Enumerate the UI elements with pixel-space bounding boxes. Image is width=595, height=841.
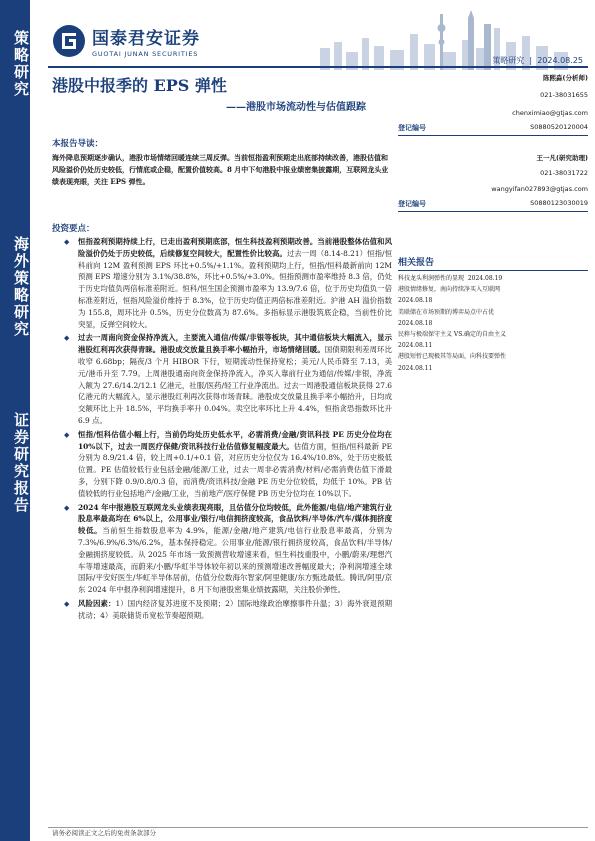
report-title: 港股中报季的 EPS 弹性	[52, 76, 227, 95]
brand-name-en: GUOTAI JUNAN SECURITIES	[92, 50, 199, 58]
points-title: 投资要点：	[52, 224, 95, 234]
key-points	[52, 236, 392, 622]
analyst-1-email[interactable]: chenximiao@gtjas.com	[512, 109, 588, 117]
key-point-body: 过去一周（8.14-8.21）恒指/恒科前向 12M 盈利预测 EPS 环比+0.5%/+1.1%。盈利预期均上行，恒指/恒科最新前向 12M 预测 EPS 增速分别为 3.1%/38.8%，环比+0.5%/+3.0%。恒指预测市盈率维持 8.3 倍，仍处于历史均值负两倍标准差附近。恒科/恒生国企预测市盈率为 13.9/7.6 倍，位于历史均值负一倍标准差附近，恒指风险溢价维持于 8.3%，位于历史均值正两倍标准差附近。沪港 AH 溢价指数为 155.8，周环比升 0.5%，历史分位数高为 87.6%。多指标显示港股筑底企稳，当前性价比突显，反弹空间较大。	[78, 248, 392, 329]
related-reports-list	[398, 273, 588, 374]
key-point	[52, 332, 392, 426]
footer-disclaimer: 请务必阅读正文之后的免责条款部分	[52, 829, 156, 837]
side-label-overseas: 海外策略研究	[12, 236, 30, 338]
key-point-body: 1）国内经济复苏进度不及预期；2）国际地缘政治摩擦事件升温；3）海外衰退预期扰动；4）美联储货币宽松节奏超预期。	[78, 598, 392, 620]
analyst-divider	[398, 135, 588, 136]
related-report-item[interactable]: 港股短暂已现极其等局面，向科技要弹性 2024.08.11	[398, 353, 507, 372]
key-point	[52, 598, 392, 622]
header-separator: |	[526, 56, 535, 65]
bullet-icon: ◆	[64, 238, 70, 246]
header-date: 2024.08.25	[537, 56, 583, 65]
guide-title: 本报告导读：	[52, 139, 104, 149]
analyst-divider-2	[398, 211, 588, 212]
key-point	[52, 502, 392, 596]
header-divider	[48, 66, 588, 68]
analyst-1-name: 陈熙淼(分析师)	[543, 74, 588, 82]
report-subtitle: ——港股市场流动性与估值跟踪	[226, 102, 366, 113]
key-point-body: 估值方面，恒指/恒科最新 PE 分别为 8.9/21.4 倍，较上周+0.1/+0.1 倍，对应历史分位仅为 16.4%/10.8%，处于历史极低位置。PE 估值较低行业包括金融/能源/工业，过去一周非必需消费/材料/必需消费估值下滑最多，分别下降 0.9/0.8/0.3 倍，而消费/资讯科技/金融 PE 历史分位较低，均低于 10%。PB 估值较低的行业包括地产/金融/工业，当前地产/医疗保健 PB 历史分位均在 10%以下。	[78, 441, 392, 498]
header-category: 策略研究	[492, 56, 525, 65]
key-point-lead: 风险因素：	[78, 598, 116, 608]
analyst-1-reg: S0880520120004	[530, 123, 588, 131]
bullet-icon: ◆	[64, 430, 70, 439]
brand-logo	[52, 24, 200, 58]
key-point-lead: 恒指盈利预期持续上行，已走出盈利预期底部，恒生科技盈利预期改善。当前港股整体估值和风险溢价仍处于历史较低，后续修复空间较大，配置性价比较高。	[78, 237, 392, 258]
analyst-panel	[398, 73, 588, 253]
brand-name-cn: 国泰君安证券	[92, 29, 200, 49]
key-point-body: 国债期限利差周环比收窄 6.68bp；隔夜/3 个月 HIBOR 下行，短期流动性保持宽松；美元/人民币降至 7.13，美元/港币升至 7.79。上周港股通南向资金保持净流入，净买入靠前行业为通信/传媒/非银，净流入额为 27.6/14.2/12.1 亿港元，社服/医药/轻工行业净流出。过去一周港股通信板块获得 27.6 亿港元的大幅流入，显示港股红利再次获得市场青睐。港股成交放量且换手率小幅抬升，日均成交额环比上升 18.5%，平均换手率升 0.04%。卖空比率环比上升 4.4%，恒指贪恐指数环比升 6.9 点。	[78, 345, 392, 425]
related-reports-divider	[398, 270, 588, 271]
guide-text: 海外降息预期逐步确认，港股市场情绪回暖连续三周反弹。当前恒指盈利预期走出底部持续改善，港股估值和风险溢价仍处历史较低，行情底或企稳，配置价值较高。8 月中下旬港股中报业绩密集披露期，互联网龙头业绩表现亮眼，关注 EPS 弹性。	[52, 153, 389, 186]
related-report-item[interactable]: 港股情绪修复，南向持续净买入互联网 2024.08.18	[398, 286, 501, 305]
header-meta	[492, 55, 583, 66]
bullet-icon: ◆	[64, 599, 70, 608]
analyst-2-email[interactable]: wangyifan027893@gtjas.com	[491, 185, 588, 193]
bullet-icon: ◆	[64, 503, 70, 512]
key-point-lead: 过去一周南向资金保持净流入，主要流入通信/传媒/非银等板块，其中通信板块大幅流入，显示港股红利再次获得青睐。港股成交放量且换手率小幅抬升，市场情绪回暖。	[78, 333, 392, 355]
related-report-item[interactable]: 科技龙头利润弹性的显现 2024.08.19	[398, 275, 503, 282]
analyst-2-name: 王一凡(研究助理)	[536, 154, 588, 162]
related-report-item[interactable]: 民粹与极端保守主义 VS.确定的自由主义 2024.08.11	[398, 331, 507, 350]
analyst-2-phone: 021-38031722	[540, 169, 588, 177]
key-point-lead: 2024 年中报港股互联网龙头业绩表现亮眼，且估值分位均较低，此外能源/电信/地产建筑行业股息率最高均在 6%以上，公用事业/银行/电信拥挤度较高，食品饮料/半导体/汽车/媒体拥挤度较低。	[78, 502, 392, 536]
analyst-2-reg-label: 登记编号	[398, 200, 426, 208]
related-reports-title: 相关报告	[398, 258, 435, 268]
related-report-item[interactable]: 美联储在市场预期的博弈局点中占优 2024.08.18	[398, 308, 495, 327]
side-label-report: 证券研究报告	[12, 412, 30, 514]
key-point-lead: 恒指/恒科估值小幅上行，当前仍均处历史低水平，必需消费/金融/资讯科技 PE 历史分位均在 10%以下，过去一周医疗保健/资讯科技行业估值修复幅度最大。	[78, 429, 392, 451]
analyst-1-reg-label: 登记编号	[398, 124, 426, 132]
analyst-1-phone: 021-38031655	[540, 91, 588, 99]
brand-mark-icon	[52, 24, 86, 58]
side-label-strategy: 策略研究	[12, 30, 30, 98]
analyst-2-reg: S0880123030019	[530, 199, 588, 207]
key-point	[52, 429, 392, 500]
bullet-icon: ◆	[64, 334, 70, 343]
key-point-body: 当前恒生指数股息率为 4.9%，能源/金融/地产建筑/电信行业股息率最高，分别为 7.3%/6.9%/6.3%/6.2%，基本保持稳定。公用事业/能源/银行拥挤度较高，食品饮料/半导体/金融拥挤度较低。从 2025 年市场一致预测营收增速来看，恒生科技重股中，小鹏/蔚来/理想汽车等增速最高，而蔚来/小鹏/华虹半导体较年初以来的预测增速改善幅度最大；净利润增速全球国际/平安好医生/华虹半导体居前，估值分位数海尔智家/阿里健康/东方甄选最低。腾讯/阿里/京东 2024 年中报净利润增速提升，8 月下旬港股密集业绩披露期，关注股价弹性。	[78, 526, 392, 595]
key-point	[52, 236, 392, 330]
